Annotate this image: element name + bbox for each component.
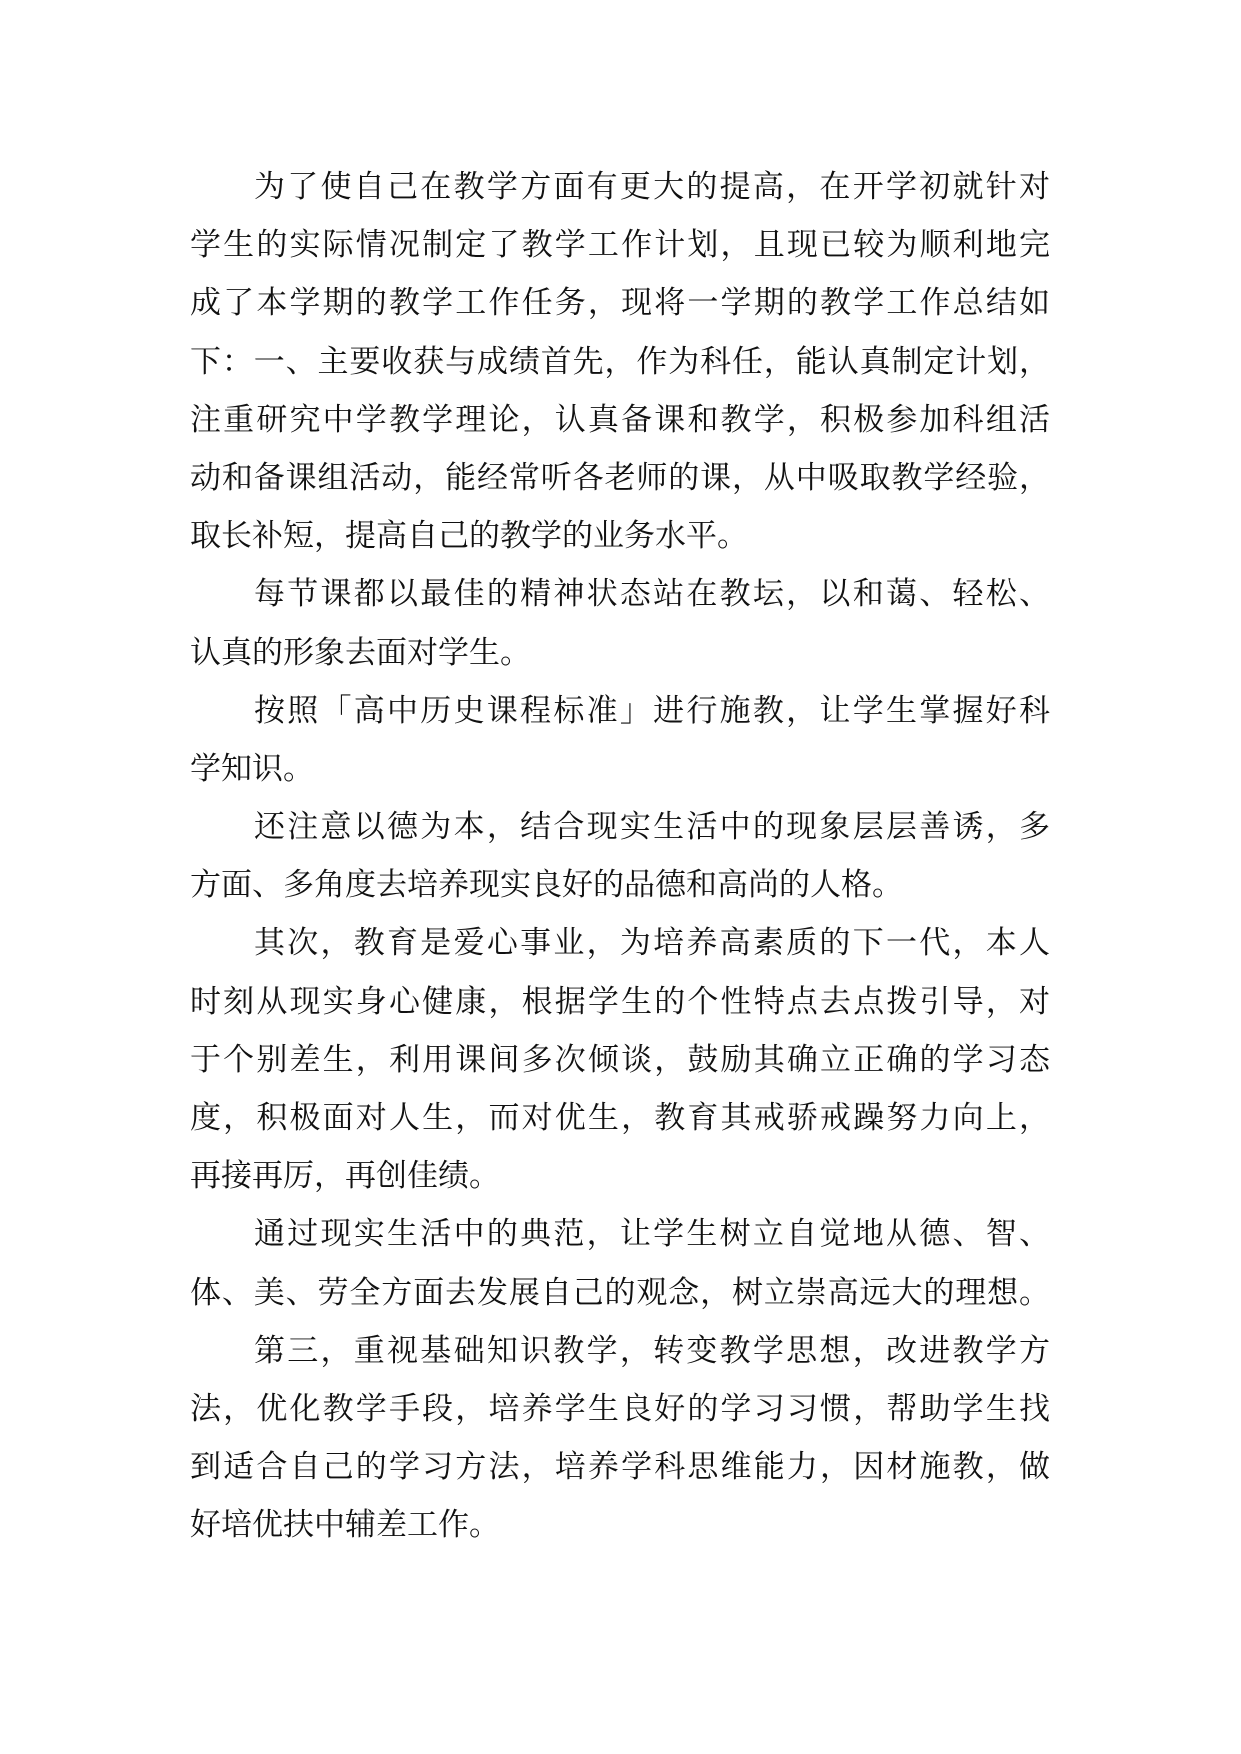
text-line: 认真的形象去面对学生。 [190, 634, 531, 671]
paragraph [190, 565, 1050, 681]
paragraph [190, 1322, 1050, 1555]
paragraph [190, 682, 1050, 798]
text-line: 还注意以德为本，结合现实生活中的现象层层善诱，多 [254, 809, 1050, 846]
text-line: 按照「高中历史课程标准」进行施教，让学生掌握好科 [254, 692, 1050, 729]
text-line: 学生的实际情况制定了教学工作计划，且现已较为顺利地完 [190, 227, 1050, 264]
text-line: 体、美、劳全方面去发展自己的观念，树立崇高远大的理想。 [190, 1274, 1050, 1311]
document-body [190, 158, 1050, 1555]
text-line: 每节课都以最佳的精神状态站在教坛，以和蔼、轻松、 [254, 576, 1050, 613]
text-line: 取长补短，提高自己的教学的业务水平。 [190, 518, 748, 555]
text-line: 于个别差生，利用课间多次倾谈，鼓励其确立正确的学习态 [190, 1041, 1050, 1078]
text-line: 第三，重视基础知识教学，转变教学思想，改进教学方 [254, 1332, 1050, 1369]
text-line: 成了本学期的教学工作任务，现将一学期的教学工作总结如 [190, 285, 1050, 322]
text-line: 法，优化教学手段，培养学生良好的学习习惯，帮助学生找 [190, 1390, 1050, 1427]
text-line: 再接再厉，再创佳绩。 [190, 1158, 500, 1195]
text-line: 好培优扶中辅差工作。 [190, 1507, 500, 1544]
paragraph [190, 158, 1050, 565]
text-line: 到适合自己的学习方法，培养学科思维能力，因材施教，做 [190, 1449, 1050, 1486]
text-line: 学知识。 [190, 750, 314, 787]
text-line: 度，积极面对人生，而对优生，教育其戒骄戒躁努力向上， [190, 1100, 1050, 1136]
text-line: 动和备课组活动，能经常听各老师的课，从中吸取教学经验， [190, 459, 1050, 496]
text-line: 方面、多角度去培养现实良好的品德和高尚的人格。 [190, 867, 903, 904]
text-line: 其次，教育是爱心事业，为培养高素质的下一代，本人 [254, 925, 1050, 962]
paragraph [190, 1205, 1050, 1321]
text-line: 注重研究中学教学理论，认真备课和教学，积极参加科组活 [190, 401, 1050, 438]
text-line: 时刻从现实身心健康，根据学生的个性特点去点拨引导，对 [190, 983, 1050, 1020]
paragraph [190, 798, 1050, 914]
text-line: 为了使自己在教学方面有更大的提高，在开学初就针对 [254, 169, 1050, 205]
paragraph [190, 914, 1050, 1205]
text-line: 下：一、主要收获与成绩首先，作为科任，能认真制定计划， [190, 343, 1050, 380]
text-line: 通过现实生活中的典范，让学生树立自觉地从德、智、 [254, 1216, 1050, 1253]
